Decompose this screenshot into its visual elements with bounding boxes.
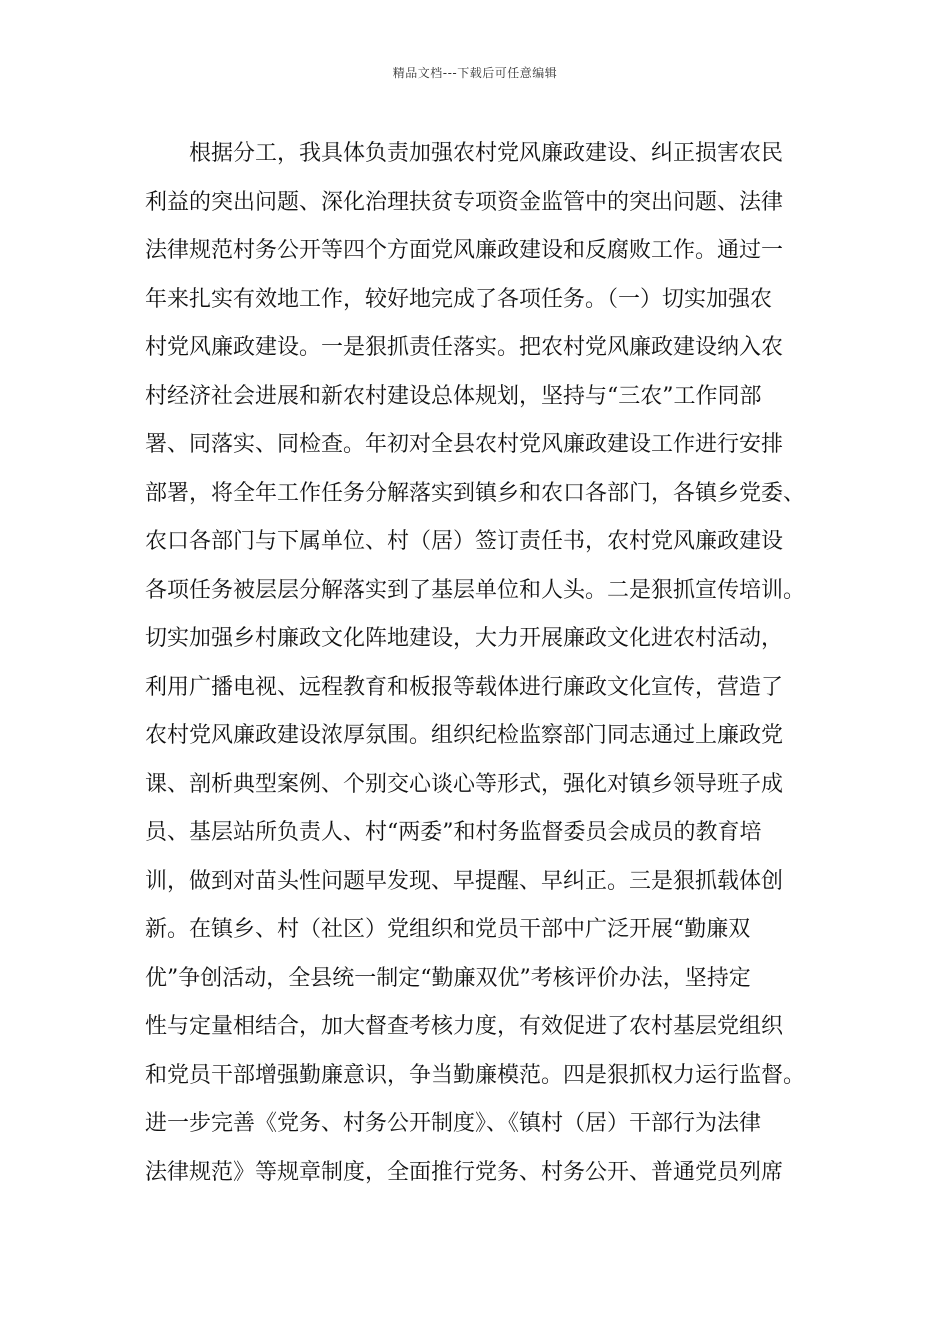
text-line: 性与定量相结合，加大督查考核力度，有效促进了农村基层党组织	[145, 1014, 784, 1039]
text-line: 村党风廉政建设。一是狠抓责任落实。把农村党风廉政建设纳入农	[145, 335, 784, 360]
text-line: 村经济社会进展和新农村建设总体规划，坚持与“三农”工作同部	[145, 383, 762, 409]
text-line: 课、剖析典型案例、个别交心谈心等形式，强化对镇乡领导班子成	[145, 771, 784, 797]
text-line: 根据分工，我具体负责加强农村党风廉政建设、纠正损害农民	[145, 141, 784, 166]
text-line: 年来扎实有效地工作，较好地完成了各项任务。（一）切实加强农	[145, 286, 773, 312]
text-line: 新。在镇乡、村（社区）党组织和党员干部中广泛开展“勤廉双	[145, 917, 751, 942]
text-line: 训，做到对苗头性问题早发现、早提醒、早纠正。三是狠抓载体创	[145, 868, 784, 894]
text-line: 部署，将全年工作任务分解落实到镇乡和农口各部门，各镇乡党委、	[145, 480, 806, 506]
text-line: 农村党风廉政建设浓厚氛围。组织纪检监察部门同志通过上廉政党	[145, 723, 784, 748]
text-line: 和党员干部增强勤廉意识，争当勤廉模范。四是狠抓权力运行监督。	[145, 1062, 806, 1088]
text-line: 员、基层站所负责人、村“两委”和村务监督委员会成员的教育培	[145, 820, 762, 845]
body-paragraph	[145, 130, 825, 1197]
text-line: 各项任务被层层分解落实到了基层单位和人头。二是狠抓宣传培训。	[145, 577, 806, 603]
text-line: 优”争创活动，全县统一制定“勤廉双优”考核评价办法，坚持定	[145, 965, 751, 991]
text-line: 进一步完善《党务、村务公开制度》、《镇村（居）干部行为法律	[145, 1111, 762, 1136]
text-line: 利用广播电视、远程教育和板报等载体进行廉政文化宣传，营造了	[145, 674, 784, 700]
page-header: 精品文档---下载后可任意编辑	[392, 66, 558, 80]
text-line: 农口各部门与下属单位、村（居）签订责任书，农村党风廉政建设	[145, 529, 784, 554]
text-line: 署、同落实、同检查。年初对全县农村党风廉政建设工作进行安排	[145, 432, 784, 457]
text-line: 法律规范村务公开等四个方面党风廉政建设和反腐败工作。通过一	[145, 238, 784, 263]
text-line: 切实加强乡村廉政文化阵地建设，大力开展廉政文化进农村活动，	[145, 626, 784, 651]
text-line: 法律规范》等规章制度，全面推行党务、村务公开、普通党员列席	[145, 1159, 784, 1185]
text-line: 利益的突出问题、深化治理扶贫专项资金监管中的突出问题、法律	[145, 189, 784, 215]
